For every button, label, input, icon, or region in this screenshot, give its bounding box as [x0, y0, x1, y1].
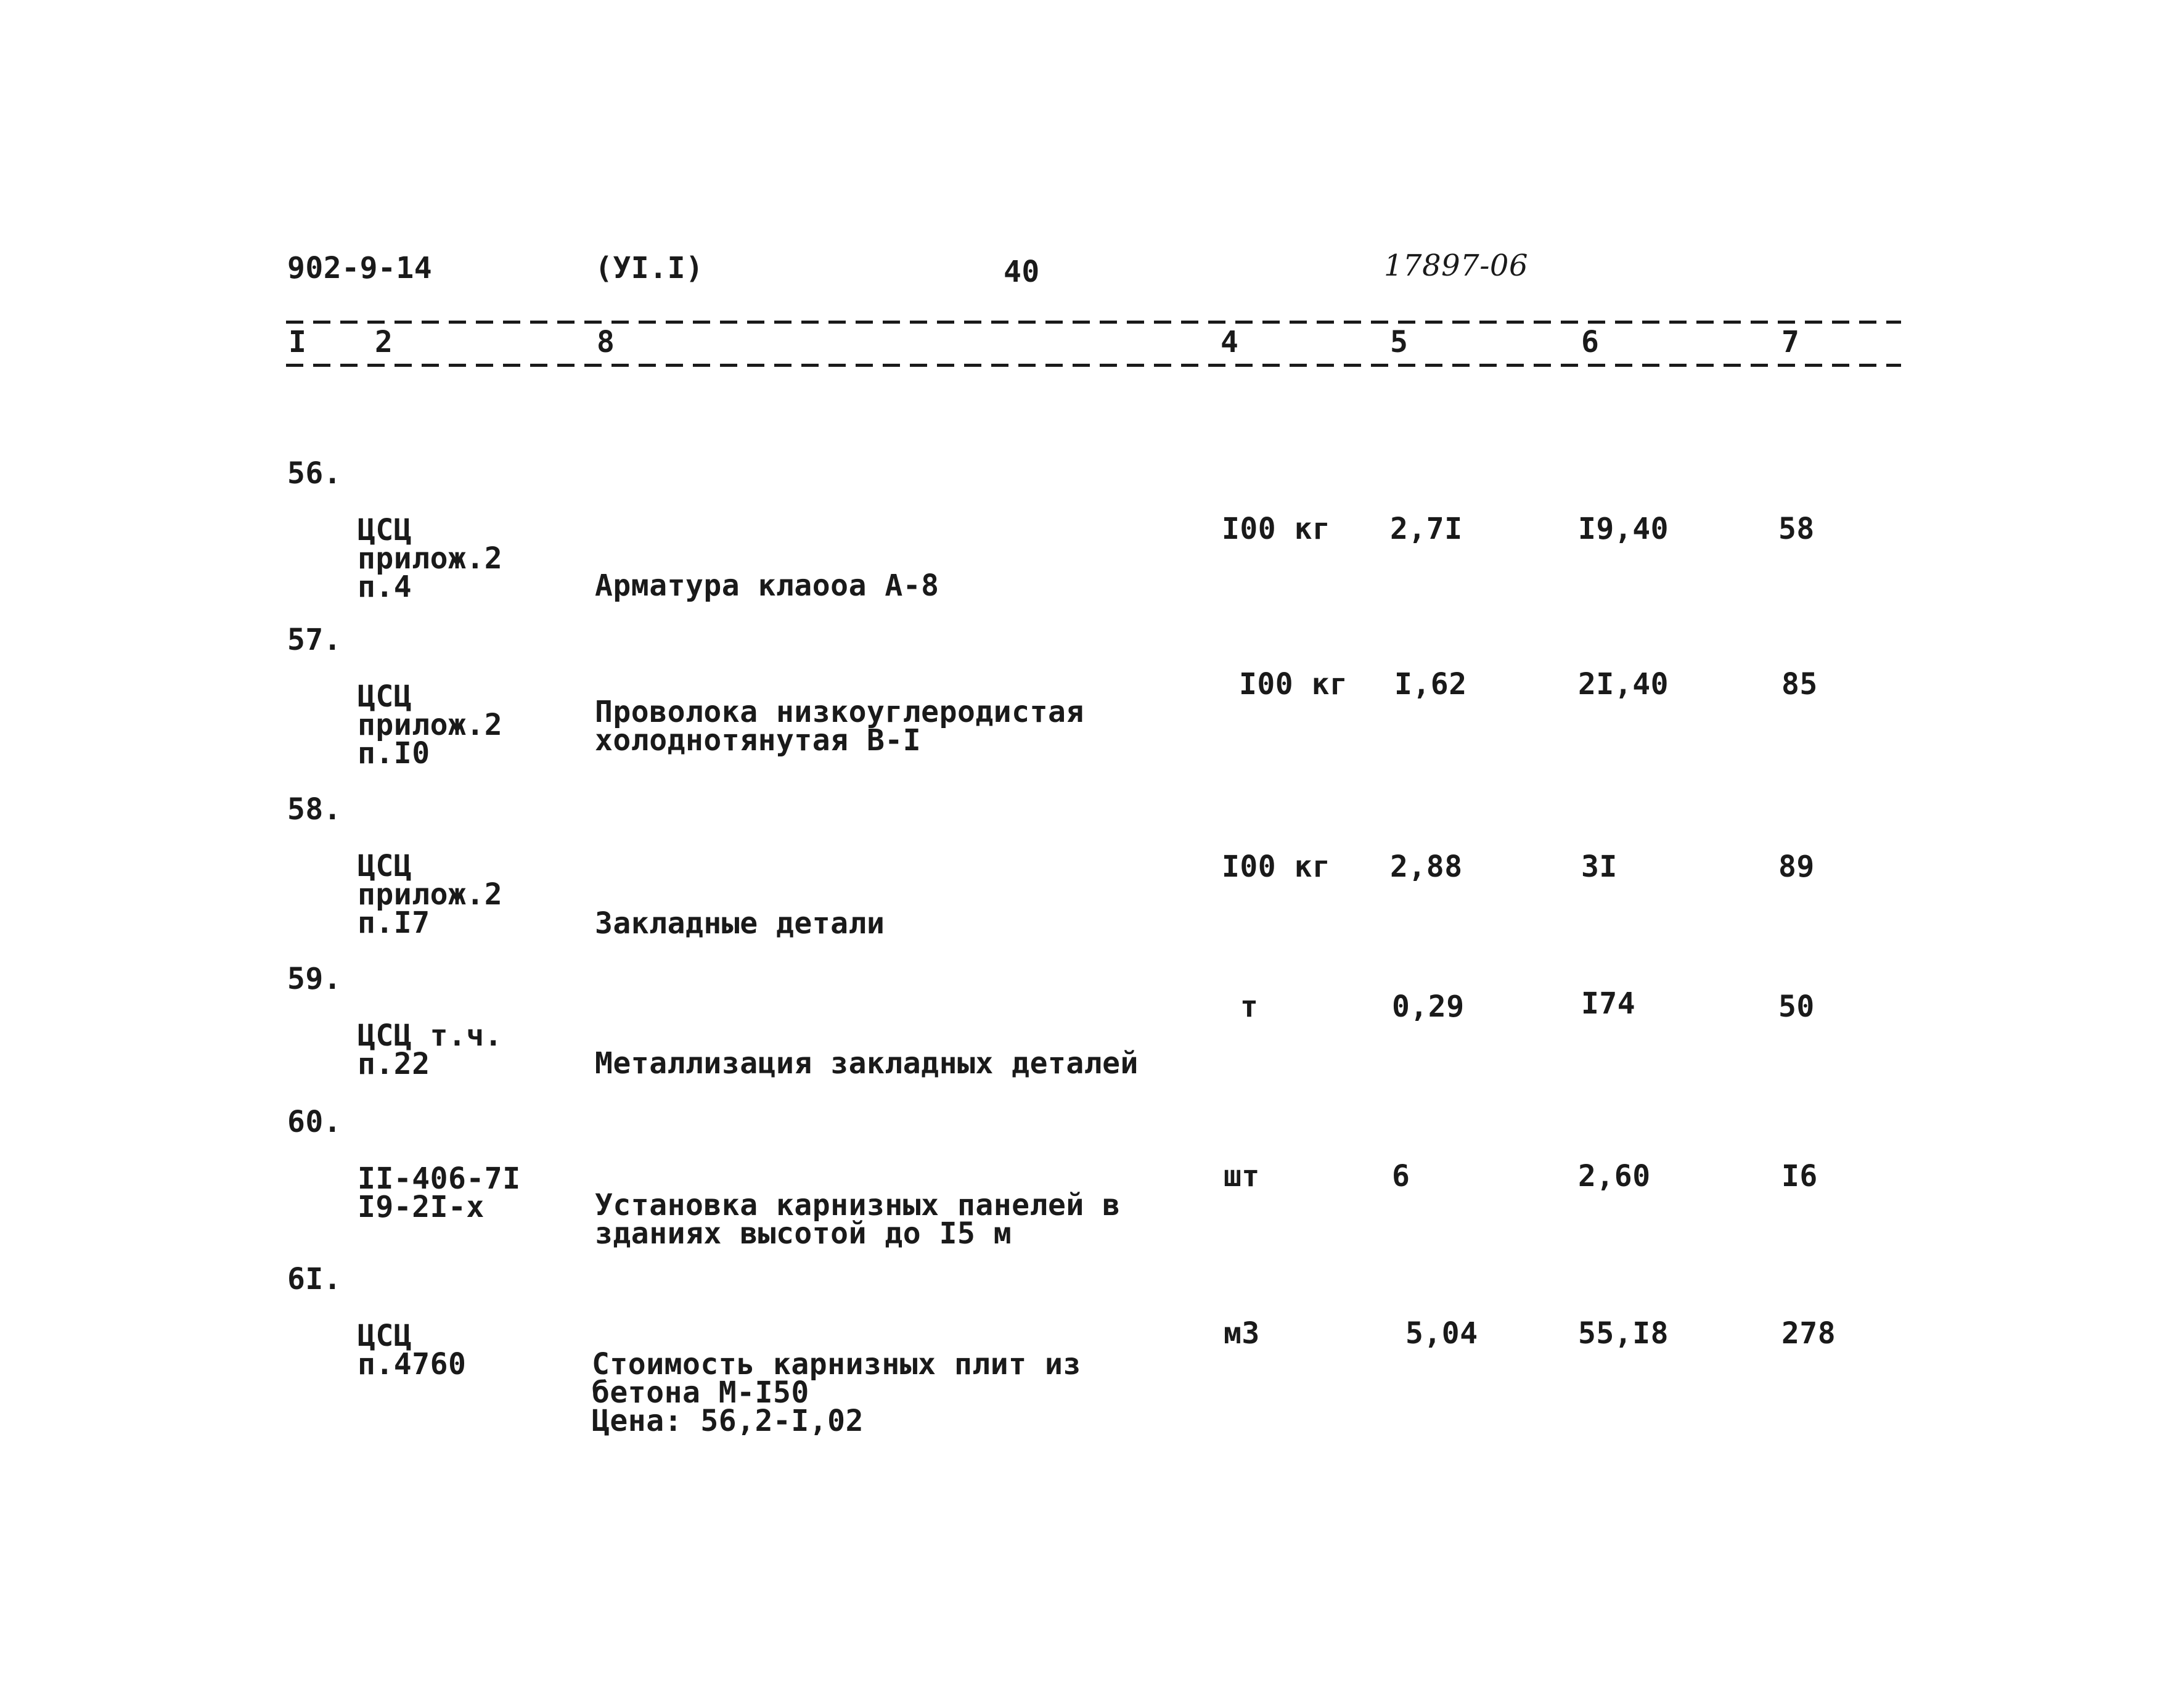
column-number-4: 4	[1221, 325, 1239, 359]
row-number: 58.	[287, 792, 342, 827]
inventory-number: 17897-06	[1384, 248, 1528, 283]
row-price: I74	[1581, 986, 1636, 1021]
row-price: 55,I8	[1578, 1316, 1669, 1351]
row-unit: м3	[1224, 1316, 1260, 1351]
row-total: 50	[1778, 989, 1815, 1024]
row-number: 56.	[287, 456, 342, 491]
row-quantity: 2,7I	[1390, 512, 1463, 546]
row-description: Проволока низкоуглеродистая холоднотянутая В-I	[595, 695, 1084, 758]
column-number-6: 6	[1581, 325, 1600, 359]
row-reference: ЦСЦ т.ч. п.22	[358, 1018, 503, 1081]
row-total: 89	[1778, 850, 1815, 884]
row-unit: шт	[1224, 1159, 1260, 1194]
row-description: Установка карнизных панелей в зданиях высотой до I5 м	[595, 1188, 1121, 1251]
row-reference: ЦСЦ прилож.2 п.I7	[358, 849, 503, 940]
row-unit: I00 кг	[1222, 512, 1331, 546]
row-total: 278	[1781, 1316, 1836, 1351]
header-rule-bottom	[286, 364, 1901, 367]
row-price: I9,40	[1578, 512, 1669, 546]
row-description: Стоимость карнизных плит из бетона М-I50 Цена: 56,2-I,02	[592, 1347, 1081, 1438]
row-quantity: 0,29	[1392, 989, 1465, 1024]
row-quantity: 6	[1392, 1159, 1410, 1194]
row-price: 2I,40	[1578, 667, 1669, 702]
row-quantity: I,62	[1394, 667, 1467, 702]
row-number: 59.	[287, 962, 342, 996]
column-number-3: 8	[597, 325, 615, 359]
row-quantity: 2,88	[1390, 850, 1463, 884]
row-total: I6	[1781, 1159, 1818, 1194]
row-reference: ЦСЦ прилож.2 п.4	[358, 513, 503, 604]
column-number-5: 5	[1390, 325, 1409, 359]
row-quantity: 5,04	[1405, 1316, 1478, 1351]
row-total: 85	[1781, 667, 1818, 702]
row-number: 6I.	[287, 1262, 342, 1296]
row-number: 60.	[287, 1105, 342, 1139]
row-number: 57.	[287, 623, 342, 657]
row-unit: т	[1240, 989, 1259, 1024]
row-reference: ЦСЦ прилож.2 п.I0	[358, 679, 503, 771]
row-description: Закладные детали	[595, 906, 885, 941]
document-code: 902-9-14	[287, 251, 433, 285]
section-number: (УI.I)	[595, 251, 704, 285]
column-number-7: 7	[1781, 325, 1800, 359]
row-description: Металлизация закладных деталей	[595, 1046, 1139, 1081]
row-total: 58	[1778, 512, 1815, 546]
row-price: 3I	[1581, 850, 1618, 884]
header-rule-top	[286, 321, 1901, 324]
row-reference: II-406-7I I9-2I-х	[358, 1161, 521, 1224]
column-number-1: I	[288, 325, 307, 359]
row-unit: I00 кг	[1239, 667, 1348, 702]
row-reference: ЦСЦ п.4760	[358, 1319, 467, 1382]
row-price: 2,60	[1578, 1159, 1651, 1194]
row-description: Арматура клаооа А-8	[595, 568, 939, 603]
page-number: 40	[1004, 255, 1040, 289]
column-number-2: 2	[375, 325, 393, 359]
row-unit: I00 кг	[1222, 850, 1331, 884]
